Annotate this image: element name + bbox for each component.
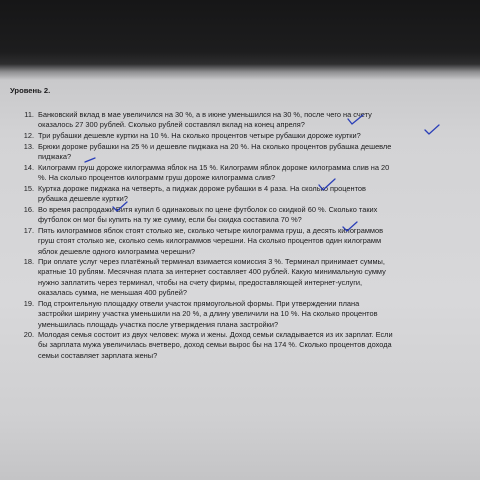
problem-number: 14. [23,163,34,172]
problem-text-line: бы зарплата мужа увеличилась вчетверо, доход семьи вырос бы на 174 %. Сколько процентов дохода [38,340,392,350]
problem-text-line: застройки ширину участка уменьшили на 20 %, а длину увеличили на 10 %. На сколько процентов [38,309,378,319]
check-mark-icon [342,221,358,233]
problem-text-line: Под строительную площадку отвели участок прямоугольной формы. При утверждении плана [38,299,360,308]
problem-text-line: оказалась сумма, не меньшая 400 рублей? [38,288,187,298]
problem-text-line: пиджака? [38,152,72,162]
problem-text-line: Пять килограммов яблок стоят столько же, сколько четыре килограмма груш, а десять килограммов [38,226,384,235]
problem-number: 19. [23,299,34,308]
problem-text-line: яблок дешевле одного килограмма черешни? [38,246,196,256]
problem-text-line: Три рубашки дешевле куртки на 10 %. На сколько процентов четыре рубашки дороже куртки? [38,131,361,140]
worksheet-page [0,74,480,480]
problem-text [38,163,466,184]
problem-text [38,142,466,163]
problem-text-line: нужно заплатить через терминал, чтобы на счету фирмы, предоставляющей интернет-услуги, [38,277,363,287]
problem-text-line: %. На сколько процентов килограмм груш дороже килограмма слив? [38,173,276,183]
problem-text [38,131,466,141]
problem-number: 16. [23,205,34,214]
problem-text-line: Куртка дороже пиджака на четверть, а пиджак дороже рубашки в 4 раза. На сколько процентов [38,184,366,193]
problem-text [38,110,466,131]
problem-number: 13. [23,142,34,151]
problem-text-line: При оплате услуг через платёжный терминал взимается комиссия 3 %. Терминал принимает суммы, [38,257,385,266]
problem-number: 12. [23,131,34,140]
problem-number: 17. [23,226,34,235]
problem-text-line: Килограмм груш дороже килограмма яблок на 15 %. Килограмм яблок дороже килограмма слив на 20 [38,163,390,172]
problem-text [38,330,466,361]
problem-text [38,184,466,205]
problem-text-line: рубашка дешевле куртки? [38,194,128,204]
problem-text-line: Банковский вклад в мае увеличился на 30 %, а в июне уменьшился на 30 %, после чего на счету [38,110,372,119]
check-mark-icon [424,124,440,136]
problem-text [38,205,466,226]
problem-text [38,257,466,299]
problem-text-line: уменьшилась площадь участка после утверждения плана застройки? [38,319,279,329]
scribble-mark-icon [84,156,96,164]
problem-number: 20. [23,330,34,339]
problem-text-line: оказалось 27 300 рублей. Сколько рублей составлял вклад на конец апреля? [38,120,305,130]
problem-text-line: кратные 10 рублям. Месячная плата за интернет составляет 400 рублей. Какую минимальную сумму [38,267,386,277]
problem-text [38,299,466,330]
check-mark-icon [347,114,365,126]
problem-text-line: груш стоят столько же, сколько семь килограммов черешни. На сколько процентов один килограмм [38,236,382,246]
problem-text-line: футболок он мог бы купить на ту же сумму, если бы скидка составила 70 %? [38,215,302,225]
problem-text-line: семьи составляет зарплата жены? [38,350,158,360]
check-mark-icon [318,178,336,192]
problem-text-line: Молодая семья состоит из двух человек: мужа и жены. Доход семьи складывается из их зарплат. Если [38,330,393,339]
problem-number: 11. [24,110,34,119]
problem-number: 18. [23,257,34,266]
problem-number: 15. [23,184,34,193]
problem-text [38,226,466,257]
problem-text-line: Во время распродажи Витя купил 6 одинаковых по цене футболок со скидкой 60 %. Сколько таких [38,205,378,214]
level-heading: Уровень 2. [10,86,51,95]
check-mark-icon [112,201,128,213]
problem-text-line: Брюки дороже рубашки на 25 % и дешевле пиджака на 20 %. На сколько процентов рубашка дешевле [38,142,392,151]
